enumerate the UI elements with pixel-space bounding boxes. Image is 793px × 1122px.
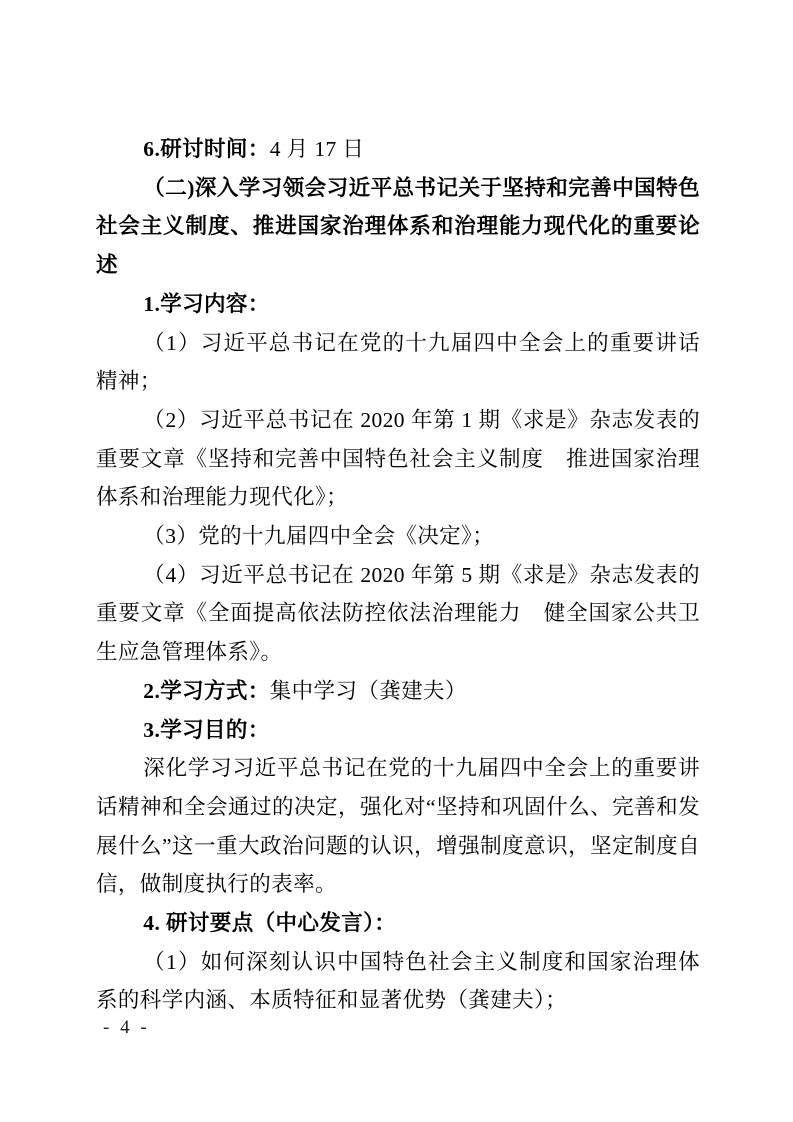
discussion-point-1 [96,943,700,1020]
seminar-time-value: 4 月 17 日 [269,137,365,161]
study-item-2 [96,401,700,517]
study-item-3-text: （3）党的十九届四中全会《决定》； [143,524,495,549]
para-seminar-time [96,130,700,169]
study-item-4-text: （4）习近平总书记在 2020 年第 5 期《求是》杂志发表的重要文章《全面提高依法防控依法治理能力 健全国家公共卫生应急管理体系》。 [96,562,700,665]
study-content-label: 1.学习内容： [143,291,270,316]
heading-discussion-points [96,904,700,943]
seminar-time-label: 6.研讨时间： [143,137,270,161]
study-method-label: 2.学习方式： [143,678,270,703]
study-item-4 [96,556,700,672]
heading-study-content [96,285,700,324]
study-item-3 [96,517,700,556]
study-purpose-body-text: 深化学习习近平总书记在党的十九届四中全会上的重要讲话精神和全会通过的决定，强化对“坚持和巩固什么、完善和发展什么”这一重大政治问题的认识，增强制度意识，坚定制度自信，做制度执行的表率。 [96,756,700,897]
section-heading-text: （二)深入学习领会习近平总书记关于坚持和完善中国特色社会主义制度、推进国家治理体系和治理能力现代化的重要论述 [96,175,700,278]
study-item-1 [96,324,700,401]
document-body [96,130,700,1020]
heading-study-purpose [96,711,700,750]
discussion-points-label: 4. 研讨要点（中心发言）： [143,911,397,936]
study-item-2-text: （2）习近平总书记在 2020 年第 1 期《求是》杂志发表的重要文章《坚持和完善中国特色社会主义制度 推进国家治理体系和治理能力现代化》； [96,407,700,510]
para-study-purpose-body [96,749,700,904]
study-item-1-text: （1）习近平总书记在党的十九届四中全会上的重要讲话精神； [96,330,700,394]
para-study-method [96,672,700,711]
study-purpose-label: 3.学习目的： [143,717,270,742]
study-method-value: 集中学习（龚建夫） [269,678,467,703]
section-heading [96,169,700,285]
discussion-point-1-text: （1）如何深刻认识中国特色社会主义制度和国家治理体系的科学内涵、本质特征和显著优势（龚建夫）； [96,949,700,1013]
page-number: - 4 - [103,1017,150,1038]
